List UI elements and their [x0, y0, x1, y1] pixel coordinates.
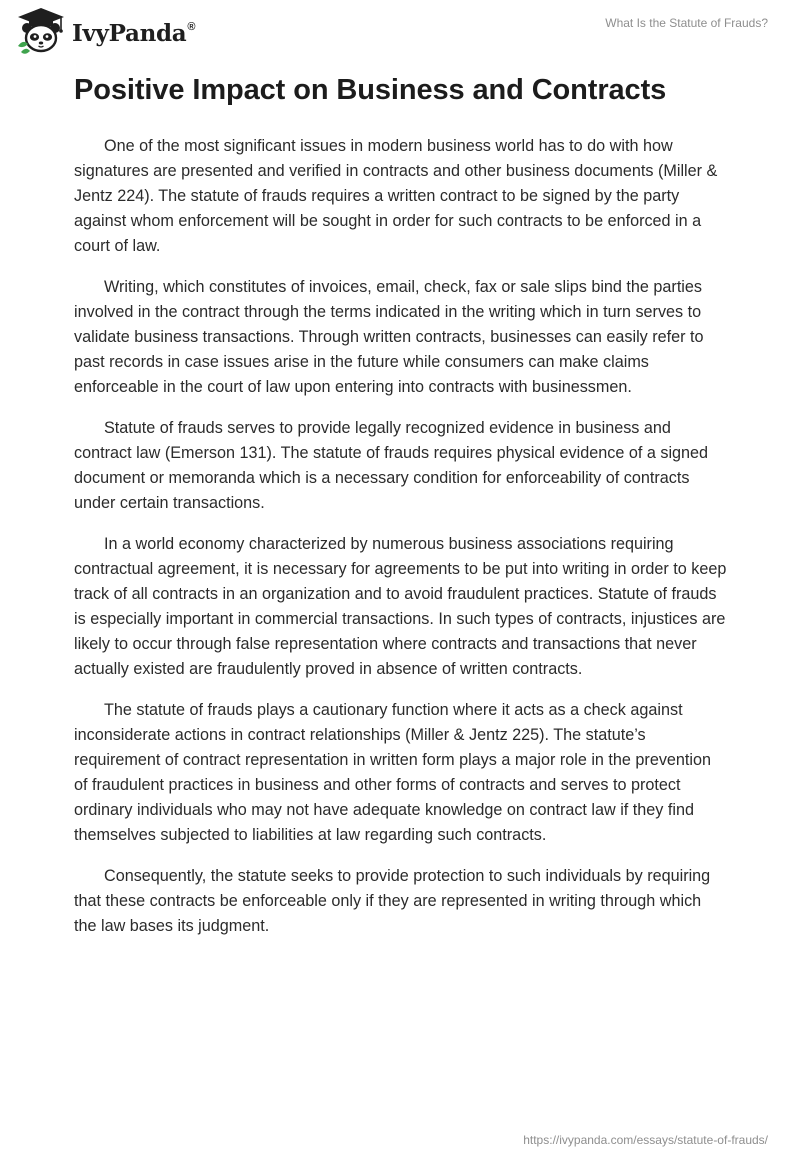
source-url-link[interactable]: https://ivypanda.com/essays/statute-of-frauds/ [523, 1133, 768, 1147]
paragraph-2: Writing, which constitutes of invoices, email, check, fax or sale slips bind the parties involved in the contract through the terms indicated in the writing which in turn serves to validate business transactions. Through written contracts, businesses can easily refer to past records in case issues arise in the future while consumers can make claims enforceable in the court of law upon entering into contracts with businessmen. [74, 278, 704, 396]
registered-mark: ® [187, 20, 196, 33]
document-title: What Is the Statute of Frauds? [605, 16, 768, 30]
brand-name: IvyPanda® [72, 19, 196, 47]
paragraph-5: The statute of frauds plays a cautionary function where it acts as a check against inconsiderate actions in contract relationships (Miller & Jentz 225). The statute’s requirement of contract representation in written form plays a major role in the prevention of fraudulent practices in business and other forms of contracts and serves to protect ordinary individuals who may not have adequate knowledge on contract law if they find themselves subjected to liabilities at law regarding such contracts. [74, 701, 712, 844]
page-header [0, 0, 800, 64]
paragraph-6: Consequently, the statute seeks to provide protection to such individuals by requiring that these contracts be enforceable only if they are represented in writing through which the law bases its judgment. [74, 867, 711, 935]
ivypanda-logo[interactable] [14, 6, 195, 58]
article-body [74, 134, 728, 955]
paragraph-4: In a world economy characterized by numerous business associations requiring contractual agreement, it is necessary for agreements to be put into writing in order to keep track of all contracts in an organization and to avoid fraudulent practices. Statute of frauds is especially important in commercial transactions. In such types of contracts, injustices are likely to occur through false representation where contracts and transactions that never actually existed are fraudulently proved in absence of written contracts. [74, 535, 727, 678]
paragraph-3: Statute of frauds serves to provide legally recognized evidence in business and contract law (Emerson 131). The statute of frauds requires physical evidence of a signed document or memoranda which is a necessary condition for enforceability of contracts under certain transactions. [74, 419, 709, 512]
paragraph-1: One of the most significant issues in modern business world has to do with how signatures are presented and verified in contracts and other business documents (Miller & Jentz 224). The statute of frauds requires a written contract to be signed by the party against whom enforcement will be sought in order for such contracts to be enforced in a court of law. [74, 137, 718, 255]
section-heading: Positive Impact on Business and Contracts [74, 74, 667, 106]
panda-graduate-icon [14, 6, 68, 58]
